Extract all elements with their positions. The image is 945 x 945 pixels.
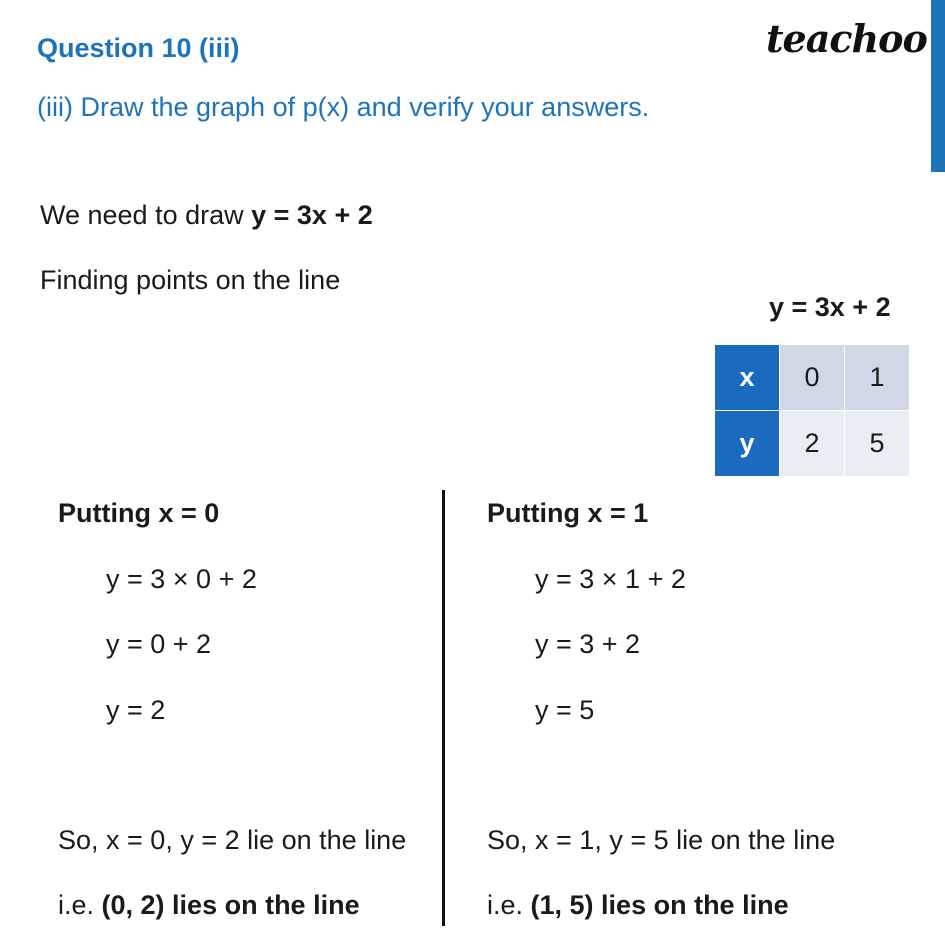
intro-line-1 xyxy=(40,200,373,231)
table-y-label: y xyxy=(715,411,780,477)
right-step-1: y = 3 × 1 + 2 xyxy=(535,564,686,594)
left-ie-line xyxy=(58,890,360,921)
question-title: Question 10 (iii) xyxy=(37,33,240,63)
left-ie-bold: (0, 2) lies on the line xyxy=(101,890,360,920)
left-step-2: y = 0 + 2 xyxy=(106,629,212,659)
right-ie-bold: (1, 5) lies on the line xyxy=(530,890,789,920)
left-ie-prefix: i.e. xyxy=(58,890,102,920)
table-x-value-1: 0 xyxy=(780,345,845,411)
right-step-2: y = 3 + 2 xyxy=(535,629,641,659)
right-step-3: y = 5 xyxy=(535,695,595,725)
right-ie-line xyxy=(487,890,789,921)
left-step-1: y = 3 × 0 + 2 xyxy=(106,564,257,594)
table-title: y = 3x + 2 xyxy=(769,292,891,322)
question-text: (iii) Draw the graph of p(x) and verify your answers. xyxy=(37,92,650,122)
intro-line-2: Finding points on the line xyxy=(40,265,341,295)
teachoo-logo: teachoo xyxy=(766,16,927,61)
right-conclusion: So, x = 1, y = 5 lie on the line xyxy=(487,825,836,855)
scrollbar-thumb[interactable] xyxy=(931,0,945,172)
left-conclusion: So, x = 0, y = 2 lie on the line xyxy=(58,825,407,855)
xy-value-table xyxy=(714,344,910,477)
column-divider xyxy=(442,490,445,926)
table-y-value-2: 5 xyxy=(845,411,910,477)
table-x-label: x xyxy=(715,345,780,411)
right-heading: Putting x = 1 xyxy=(487,498,649,528)
table-x-value-2: 1 xyxy=(845,345,910,411)
left-step-3: y = 2 xyxy=(106,695,166,725)
table-y-value-1: 2 xyxy=(780,411,845,477)
intro-line-1-prefix: We need to draw xyxy=(40,200,252,230)
left-heading: Putting x = 0 xyxy=(58,498,220,528)
intro-equation: y = 3x + 2 xyxy=(251,200,373,230)
right-ie-prefix: i.e. xyxy=(487,890,531,920)
